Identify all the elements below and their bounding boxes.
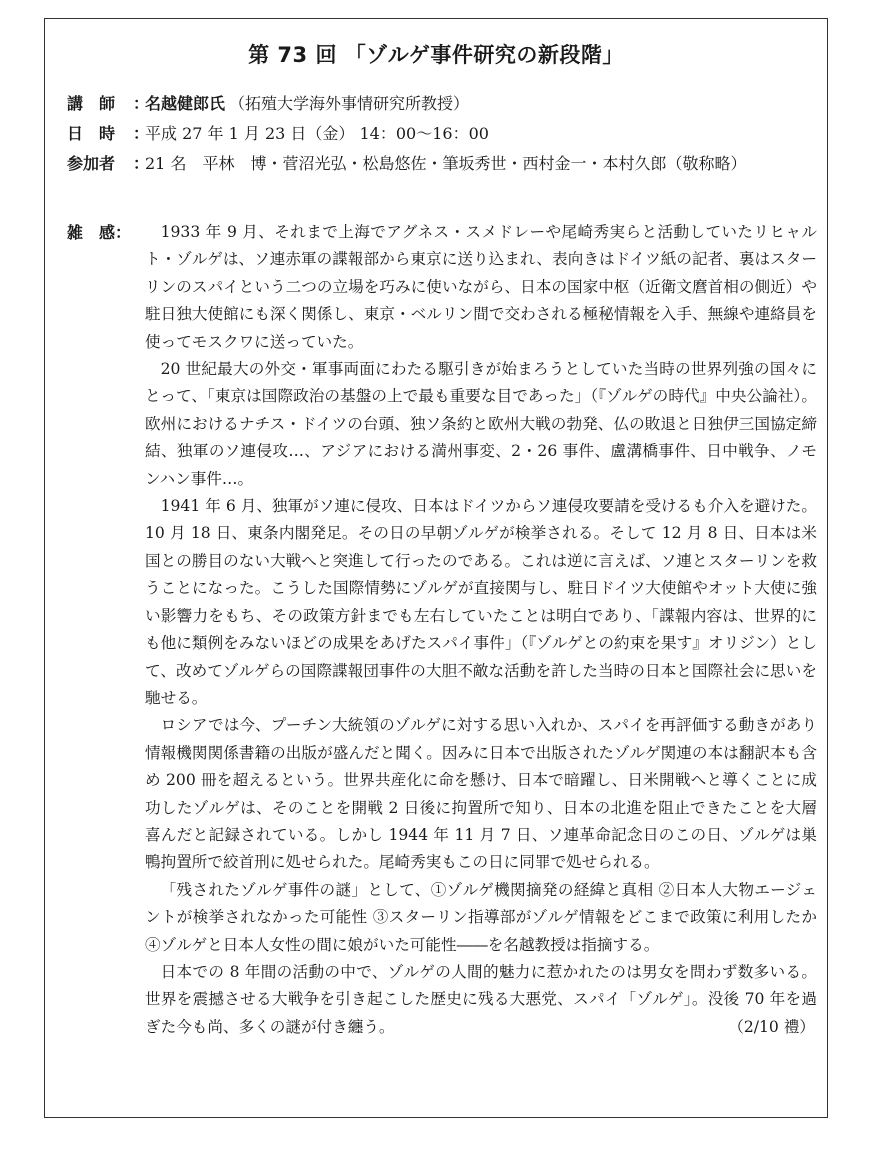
impressions-paragraph: ロシアでは今、プーチン大統領のゾルゲに対する思い入れか、スパイを再評価する動きがあり情報機関関係書籍の出版が盛んだと聞く。因みに日本で出版されたゾルゲ関連の本は翻訳本も含め 200 冊を超えるという。世界共産化に命を懸け、日本で暗躍し、日米開戦へと導くことに成功したゾルゲは、そのことを開戦 2 日後に拘置所で知り、日本の北進を阻止できたことを大層喜んだと記録されている。しかし 1944 年 11 月 7 日、ソ連革命記念日のこの日、ゾルゲは巣鴨拘置所で絞首刑に処せられた。尾崎秀実もこの日に同罪で処せられる。 [145,716,817,872]
datetime-label: 日 時 [67,124,116,143]
impressions-paragraph: 20 世紀最大の外交・軍事両面にわたる駆引きが始まろうとしていた当時の世界列強の国々にとって、「東京は国際政治の基盤の上で最も重要な目であった」（『ゾルゲの時代』中央公論社）。欧州におけるナチス・ドイツの台頭、独ソ条約と欧州大戦の勃発、仏の敗退と日独伊三国協定締結、独軍のソ連侵攻…、アジアにおける満州事変、2・26 事件、盧溝橋事件、日中戦争、ノモンハン事件…。 [145,360,817,488]
impressions-paragraph: 「残されたゾルゲ事件の謎」として、①ゾルゲ機関摘発の経緯と真相 ②日本人大物エージェントが検挙されなかった可能性 ③スターリン指導部がゾルゲ情報をどこまで政策に利用したか ④ゾルゲと日本人女性の間に娘がいた可能性――を名越教授は指摘する。 [145,880,817,954]
lecturer-row [67,91,817,121]
report-frame [44,18,828,1118]
lecturer-separator: ： [133,94,150,113]
meeting-info [67,91,817,181]
impressions-paragraph: 日本での 8 年間の活動の中で、ゾルゲの人間的魅力に惹かれたのは男女を問わず数多いる。世界を震撼させる大戦争を引き起こした歴史に残る大悪党、スパイ「ゾルゲ」。没後 70 年を過ぎた今も尚、多くの謎が付き纏う。 [145,962,817,1036]
impressions-paragraph: 1941 年 6 月、独軍がソ連に侵攻、日本はドイツからソ連侵攻要請を受けるも介入を避けた。10 月 18 日、東条内閣発足。その日の早朝ゾルゲが検挙される。そして 12 月 8 日、日本は米国との勝目のない大戦へと突進して行ったのである。これは逆に言えば、ソ連とスターリンを救うことになった。こうした国際情勢にゾルゲが直接関与し、駐日ドイツ大使館やオット大使に強い影響力をもち、その政策方針までも左右していたことは明白であり、「諜報内容は、世界的にも他に類例をみないほどの成果をあげたスパイ事件」（『ゾルゲとの約束を果す』オリジン）として、改めてゾルゲらの国際諜報団事件の大胆不敵な活動を許した当時の日本と国際社会に思いを馳せる。 [145,497,817,707]
datetime-separator: ： [133,124,150,143]
datetime-row [67,121,817,151]
impressions-label: 雑 感： [67,223,132,242]
participants-row [67,151,817,181]
participants-label: 参加者 [67,154,116,173]
impressions-section [67,219,817,1041]
lecturer-label: 講 師 [67,94,116,113]
participants-separator: ： [133,154,150,173]
datetime-value: 平成 27 年 1 月 23 日（金） 14：00〜16：00 [145,124,489,143]
page-title: 第 73 回 「ゾルゲ事件研究の新段階」 [248,43,624,67]
participants-value: 21 名 平林 博・菅沼光弘・松島悠佐・筆坂秀世・西村金一・本村久郎（敬称略） [145,154,747,173]
signature: （2/10 禮） [728,1017,815,1036]
impressions-body [145,219,817,1041]
lecturer-affiliation: （拓殖大学海外事情研究所教授） [229,94,470,113]
lecturer-name: 名越健郎氏 [145,94,226,113]
impressions-paragraph: 1933 年 9 月、それまで上海でアグネス・スメドレーや尾崎秀実らと活動していたリヒャルト・ゾルゲは、ソ連赤軍の諜報部から東京に送り込まれ、表向きはドイツ紙の記者、裏はスターリンのスパイという二つの立場を巧みに使いながら、日本の国家中枢（近衛文麿首相の側近）や駐日独大使館にも深く関係し、東京・ベルリン間で交わされる極秘情報を入手、無線や連絡員を使ってモスクワに送っていた。 [145,223,817,351]
